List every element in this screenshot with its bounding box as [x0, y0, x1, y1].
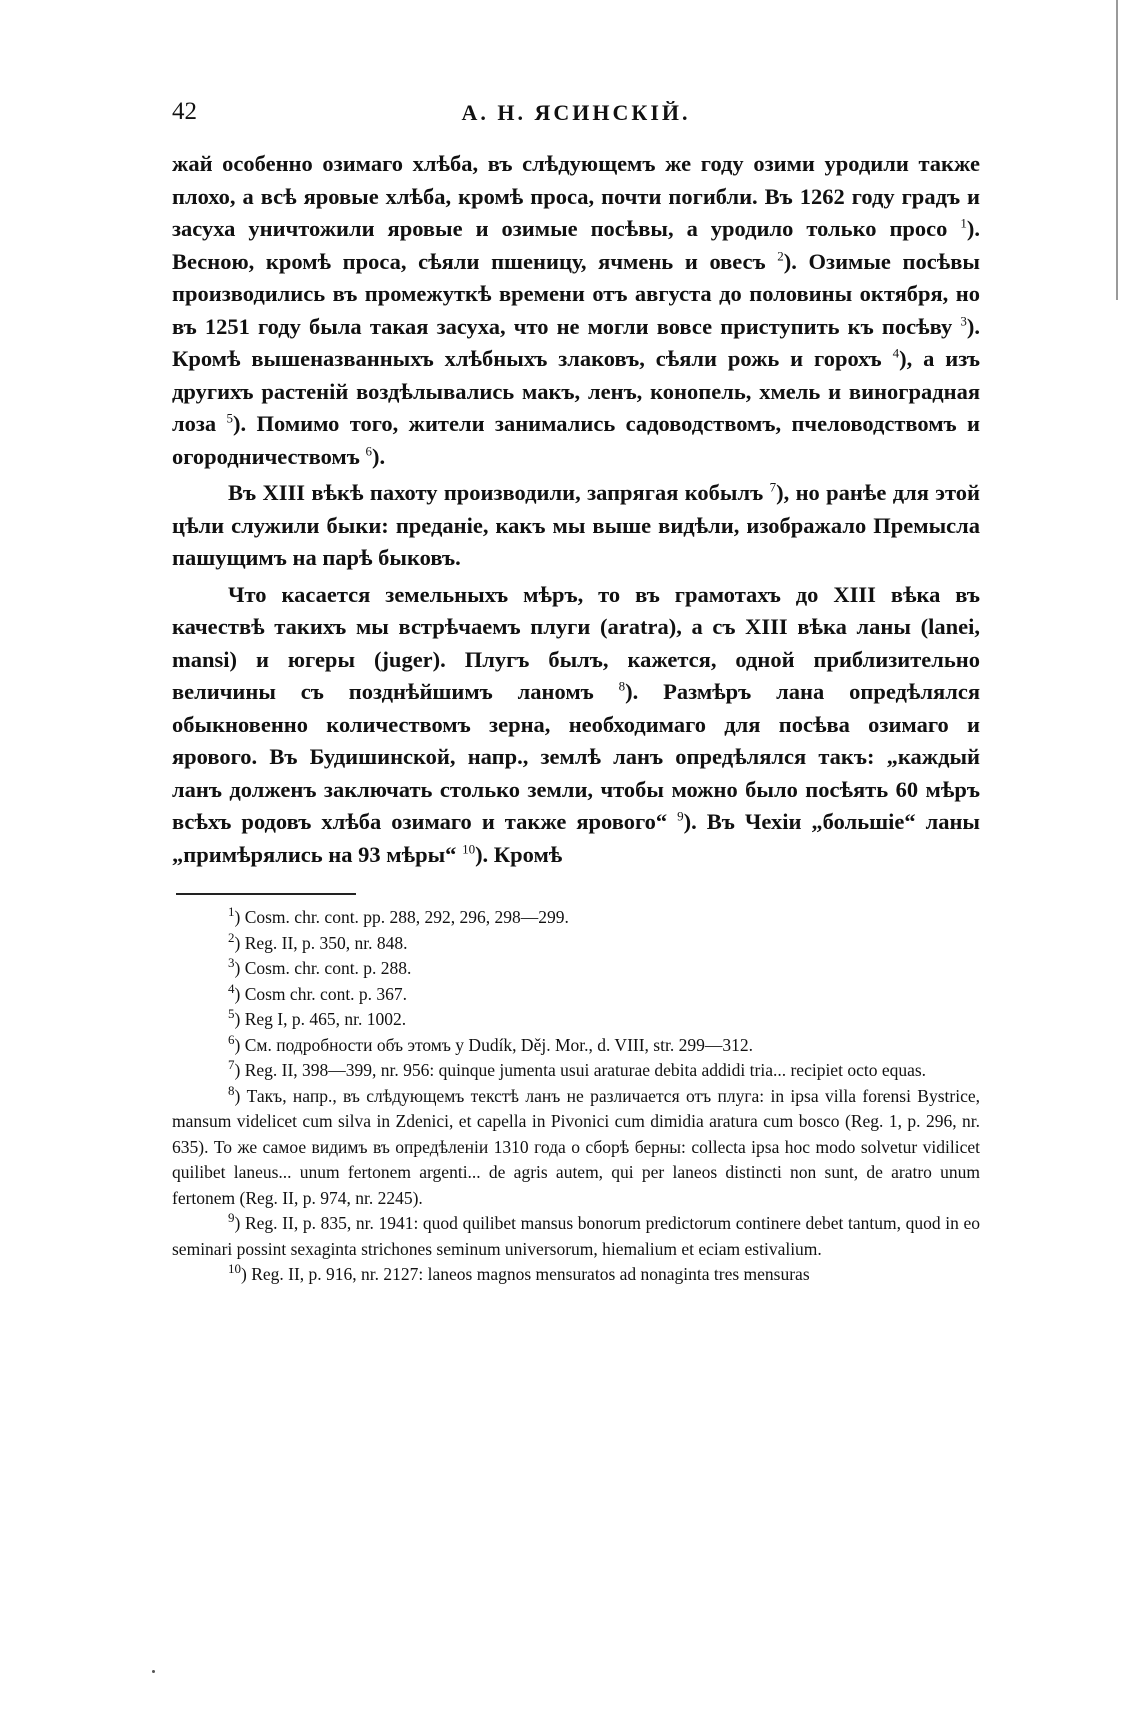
page-number: 42 [172, 98, 197, 125]
footnote-paren: ) [234, 1060, 245, 1080]
footnote-paren: ) [234, 932, 245, 953]
footnote-ref: 10 [462, 841, 476, 856]
footnote-number: 3 [228, 955, 235, 971]
footnote-paren: ) [234, 958, 245, 978]
footnote-paren: ) [234, 1034, 245, 1055]
page-edge-line [1116, 0, 1118, 300]
text-segment: жай особенно озимаго хлѣба, въ слѣдующемъ же году озими уродили также плохо, а всѣ яровые хлѣба, кромѣ проса, почти погибли. Въ 1262 году градъ и засуха уничтожили яровые и озимые посѣвы, а уродило только просо [172, 151, 980, 241]
footnote-paren: ) [234, 907, 245, 927]
footnote-text: Reg. II, p. 835, nr. 1941: quod quilibet mansus bonorum predictorum continere debet tantum, quod in eo seminari possint sexaginta strichones seminum universorum, hiemalium et eciam estivalium. [172, 1213, 981, 1259]
text-segment: ), но ранѣе для этой цѣли служили быки: преданіе, какъ мы выше видѣли, изображало Премысла пашущимъ на парѣ быковъ. [172, 480, 981, 570]
ink-speck [152, 1670, 155, 1673]
footnote [172, 1262, 980, 1288]
text-segment: ). Озимые посѣвы производились въ промежуткѣ времени отъ августа до половины октября, но въ 1251 году была такая засуха, что не могли вовсе приступить къ посѣву [172, 248, 980, 339]
text-segment: Въ XIII вѣкѣ пахоту производили, запрягая кобылъ [228, 480, 770, 505]
footnote-number: 2 [228, 929, 235, 945]
body-text [172, 148, 980, 871]
footnote-separator [176, 893, 356, 895]
footnote [172, 982, 980, 1008]
footnote [172, 956, 980, 982]
footnote-paren: ) [234, 1213, 245, 1233]
footnote-number: 9 [228, 1210, 235, 1226]
footnote-text: Reg. II, 398—399, nr. 956: quinque jumenta usui araturae debita addidi tria... recipiet octo equas. [244, 1060, 927, 1080]
footnote-text: Cosm chr. cont. p. 367. [244, 983, 408, 1004]
footnote-ref: 6 [365, 443, 372, 458]
text-segment: ). Помимо того, жители занимались садоводствомъ, пчеловодствомъ и огородничествомъ [172, 411, 980, 469]
text-segment: ). [371, 443, 386, 469]
footnote-text: Reg. II, p. 916, nr. 2127: laneos magnos mensuratos ad nonaginta tres mensuras [251, 1264, 810, 1284]
footnote-ref: 5 [226, 410, 234, 426]
footnote-ref: 1 [960, 215, 967, 231]
text-segment: ), а изъ другихъ растеній воздѣлывались макъ, ленъ, конопель, хмель и виноградная лоза [172, 346, 980, 436]
footnote-text: См. подробности объ этомъ у Dudík, Děj. Mor., d. VIII, str. 299—312. [244, 1034, 753, 1055]
footnote-ref: 4 [892, 345, 900, 361]
footnote-number: 7 [228, 1057, 235, 1073]
text-segment: Что касается земельныхъ мѣръ, то въ грамотахъ до XIII вѣка въ качествѣ такихъ мы встрѣчаемъ плуги (aratra), а съ XIII вѣка ланы (lanei, mansi) и югеры (juger). Плугъ былъ, кажется, одной приблизительно величины съ позднѣйшимъ ланомъ [172, 581, 980, 704]
text-segment: ). Кромѣ вышеназванныхъ хлѣбныхъ злаковъ, сѣяли рожь и горохъ [172, 313, 980, 371]
footnote [172, 1211, 980, 1262]
footnote-ref: 3 [960, 313, 967, 328]
footnote-paren: ) [234, 1009, 245, 1029]
footnote-ref: 9 [677, 808, 684, 824]
footnote-number: 5 [228, 1006, 235, 1022]
paragraph-3 [172, 579, 980, 872]
page-header [172, 98, 980, 134]
footnote [172, 1058, 980, 1084]
footnote-text: Cosm. chr. cont. p. 288. [244, 958, 412, 978]
footnote [172, 1033, 980, 1059]
text-segment: ). Весною, кромѣ проса, сѣяли пшеницу, ячмень и овесъ [172, 216, 980, 274]
footnote-number: 4 [228, 980, 235, 996]
footnote-ref: 8 [618, 678, 626, 694]
footnote [172, 905, 980, 931]
footnote-number: 1 [228, 904, 235, 920]
paragraph-1 [172, 148, 980, 473]
text-segment: ). Размѣръ лана опредѣлялся обыкновенно количествомъ зерна, необходимаго для посѣва озимаго и ярового. Въ Будишинской, напр., землѣ ланъ опредѣлялся такъ: „каждый ланъ долженъ заключать столько земли, чтобы можно было посѣять 60 мѣръ всѣхъ родовъ хлѣба озимаго и также ярового“ [172, 679, 980, 834]
footnote [172, 1084, 980, 1212]
footnote [172, 1007, 980, 1033]
footnote-paren: ) [234, 983, 245, 1004]
footnote-text: Такъ, напр., въ слѣдующемъ текстѣ ланъ не различается отъ плуга: in ipsa villa forensi Bystrice, mansum videlicet cum silva in Zdenici, et capella in Pivonici cum dimidia aratura cum bosco (Reg. 1, p. 296, nr. 635). То же самое видимъ въ опредѣленіи 1310 года о сборѣ берны: collecta ipsa hoc modo solvetur vidilicet quilibet laneus... unum fertonem argenti... de agris autem, qui per laneos distincti non sunt, de aratro unum fertonem (Reg. II, p. 974, nr. 2245). [172, 1085, 980, 1208]
footnote-text: Reg. II, p. 350, nr. 848. [244, 932, 408, 953]
text-segment: ). Въ Чехіи „большіе“ ланы „примѣрялись на 93 мѣры“ [172, 809, 980, 867]
footnote-paren: ) [241, 1264, 252, 1284]
book-page [172, 98, 980, 1288]
footnotes [172, 905, 980, 1288]
footnote-text: Reg I, p. 465, nr. 1002. [244, 1009, 407, 1029]
footnote-ref: 7 [769, 479, 777, 495]
footnote [172, 931, 980, 957]
paragraph-2 [172, 477, 980, 575]
footnote-number: 10 [228, 1261, 241, 1277]
footnote-ref: 2 [777, 248, 784, 263]
footnote-number: 6 [228, 1031, 235, 1047]
footnote-number: 8 [228, 1082, 235, 1098]
footnote-paren: ) [234, 1085, 247, 1106]
footnote-text: Cosm. chr. cont. pp. 288, 292, 296, 298—299. [244, 907, 569, 927]
running-title: А. Н. ЯСИНСКІЙ. [461, 100, 691, 125]
text-segment: ). Кромѣ [475, 841, 563, 867]
